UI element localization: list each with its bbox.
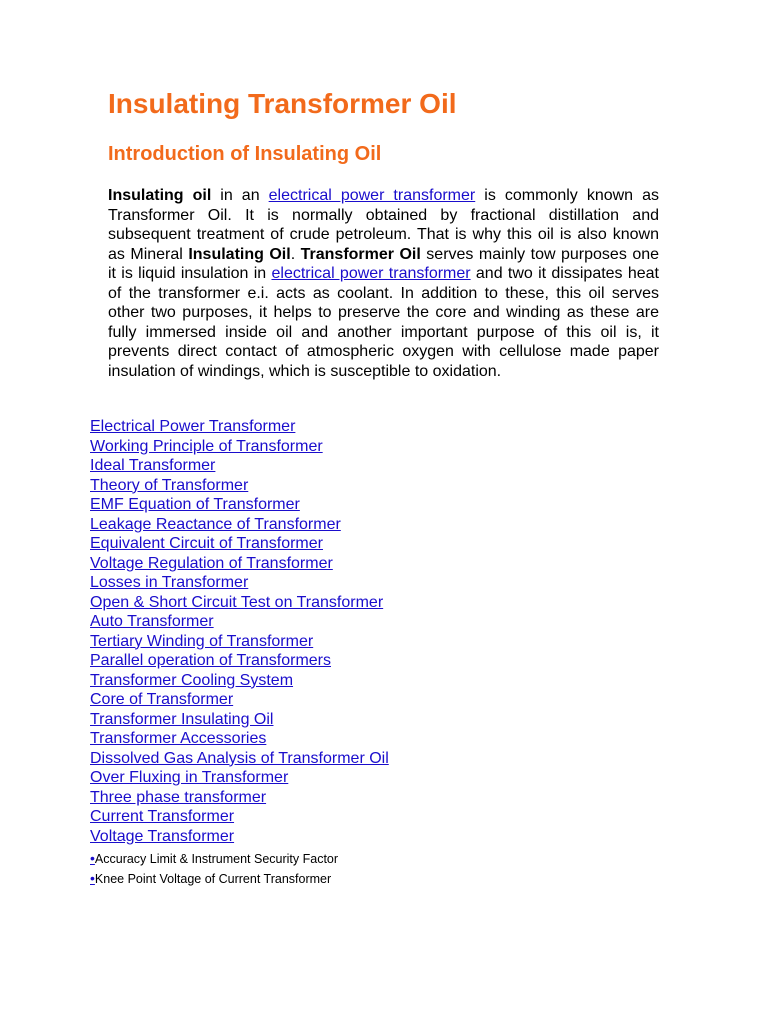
list-item xyxy=(90,456,389,476)
list-item xyxy=(90,515,389,535)
related-link[interactable]: Working Principle of Transformer xyxy=(90,437,323,455)
related-link[interactable]: Open & Short Circuit Test on Transformer xyxy=(90,593,384,611)
list-item xyxy=(90,671,389,691)
list-item xyxy=(90,710,389,730)
list-item xyxy=(90,554,389,574)
list-item xyxy=(90,729,389,749)
list-item xyxy=(90,495,389,515)
related-link[interactable]: Core of Transformer xyxy=(90,691,234,708)
intro-text: and two it dissipates heat of the transformer e.i. acts as coolant. In addition to these, this oil serves other two purposes, it helps to preserve the core and winding as these are fully immersed inside oil and another important purpose of this oil is, it prevents direct contact of atmospheric oxygen with cellulose made paper insulation of windings, which is susceptible to oxidation. xyxy=(108,265,660,380)
related-link[interactable]: Dissolved Gas Analysis of Transformer Oil xyxy=(90,749,389,767)
list-item xyxy=(90,749,389,769)
list-item xyxy=(90,612,389,632)
list-item xyxy=(90,632,389,652)
intro-text: serves mainly tow purposes one it is liquid insulation in xyxy=(108,245,660,282)
list-item xyxy=(90,534,389,554)
related-link[interactable]: Three phase transformer xyxy=(90,788,267,806)
link-electrical-power-transformer-2[interactable]: electrical power transformer xyxy=(271,265,471,282)
list-item xyxy=(90,437,389,457)
related-link[interactable]: Parallel operation of Transformers xyxy=(90,652,331,669)
related-link[interactable]: Voltage Transformer xyxy=(90,827,235,845)
list-item xyxy=(90,573,389,593)
intro-paragraph xyxy=(108,186,659,381)
related-link[interactable]: Voltage Regulation of Transformer xyxy=(90,554,333,572)
list-item xyxy=(90,827,389,847)
page-title: Insulating Transformer Oil xyxy=(108,88,457,119)
related-link[interactable]: Ideal Transformer xyxy=(90,457,216,474)
related-link[interactable]: Transformer Cooling System xyxy=(90,671,294,689)
related-link[interactable]: Current Transformer xyxy=(90,808,235,825)
bold-term-transformer-oil: Transformer Oil xyxy=(300,245,421,263)
bullet-icon[interactable]: • xyxy=(90,870,95,886)
list-item xyxy=(90,417,389,437)
related-link[interactable]: Leakage Reactance of Transformer xyxy=(90,515,341,533)
related-link[interactable]: Transformer Insulating Oil xyxy=(90,710,274,728)
related-link[interactable]: Equivalent Circuit of Transformer xyxy=(90,535,323,552)
related-link[interactable]: Theory of Transformer xyxy=(90,476,249,494)
intro-text: in an xyxy=(211,187,269,204)
related-link[interactable]: Losses in Transformer xyxy=(90,574,249,591)
list-item xyxy=(90,690,389,710)
bullet-list xyxy=(90,848,338,888)
related-link[interactable]: EMF Equation of Transformer xyxy=(90,496,300,513)
related-link[interactable]: Tertiary Winding of Transformer xyxy=(90,632,314,650)
intro-text: . xyxy=(290,245,301,263)
related-links-list xyxy=(90,417,389,846)
list-item xyxy=(90,476,389,496)
section-heading: Introduction of Insulating Oil xyxy=(108,143,382,165)
bold-term-insulating-oil: Insulating oil xyxy=(108,187,212,204)
related-link[interactable]: Transformer Accessories xyxy=(90,730,267,747)
bullet-text: Knee Point Voltage of Current Transformer xyxy=(94,872,332,886)
related-link[interactable]: Auto Transformer xyxy=(90,613,214,630)
list-item xyxy=(90,807,389,827)
list-item xyxy=(90,768,389,788)
bullet-item xyxy=(90,868,338,888)
intro-text: is commonly known as Transformer Oil. It is normally obtained by fractional distillation and subsequent treatment of crude petroleum. That is why this oil is also known as Mineral xyxy=(108,187,659,263)
related-link[interactable]: Electrical Power Transformer xyxy=(90,418,296,435)
bullet-item xyxy=(90,848,338,868)
related-link[interactable]: Over Fluxing in Transformer xyxy=(90,769,289,786)
list-item xyxy=(90,651,389,671)
bullet-icon[interactable]: • xyxy=(90,850,95,866)
list-item xyxy=(90,593,389,613)
bullet-text: Accuracy Limit & Instrument Security Factor xyxy=(94,852,339,866)
link-electrical-power-transformer[interactable]: electrical power transformer xyxy=(268,187,476,204)
list-item xyxy=(90,788,389,808)
bold-term-mineral-insulating-oil: Insulating Oil xyxy=(188,245,291,263)
